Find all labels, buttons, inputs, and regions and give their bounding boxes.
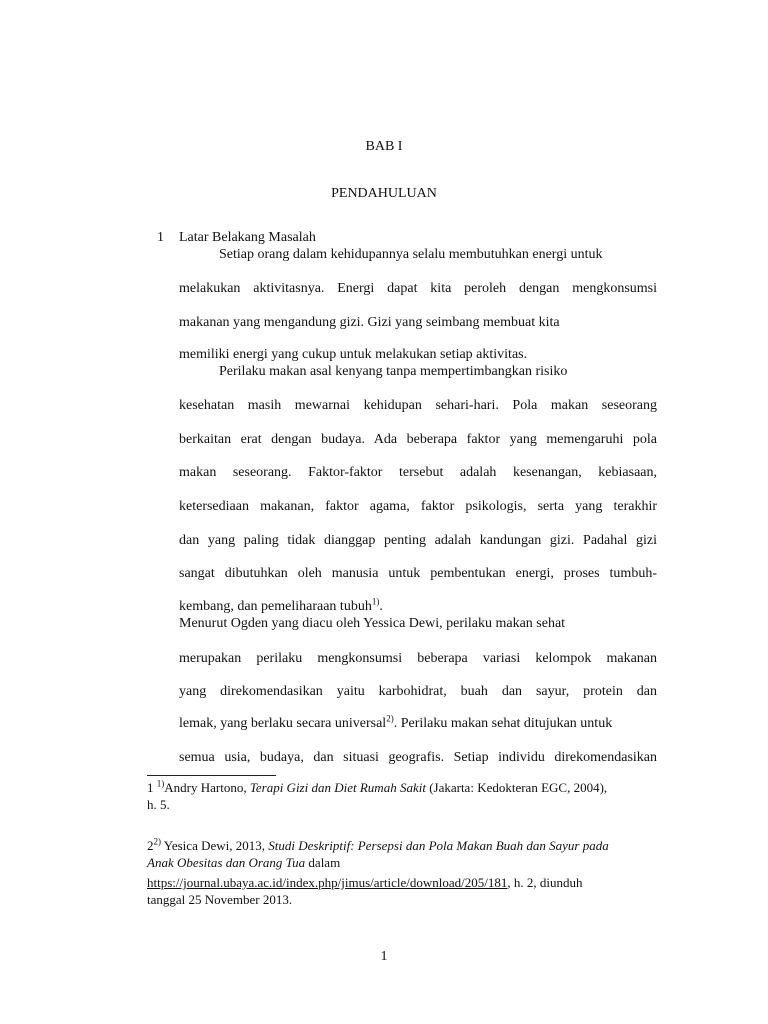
footnote-2-dalam: dalam <box>305 855 341 870</box>
footnote-ref-2[interactable]: 2) <box>386 713 394 724</box>
footnote-1-author: Andry Hartono, <box>164 780 250 795</box>
paragraph-2-line-2: kesehatan masih mewarnai kehidupan sehari-hari. Pola makan seseorang <box>179 398 657 413</box>
footnote-1 <box>147 780 607 796</box>
footnote-2-line-4: tanggal 25 November 2013. <box>147 892 293 907</box>
footnote-2-line-2 <box>147 855 340 871</box>
paragraph-3-line-4 <box>179 713 613 732</box>
paragraph-3-line-2: merupakan perilaku mengkonsumsi beberapa variasi kelompok makanan <box>179 651 657 666</box>
footnote-2-title-1: Studi Deskriptif: Persepsi dan Pola Makan Buah dan Sayur pada <box>268 838 609 853</box>
paragraph-2-line-8-text: kembang, dan pemeliharaan tubuh <box>179 599 372 614</box>
paragraph-2-line-1: Perilaku makan asal kenyang tanpa mempertimbangkan risiko <box>219 364 568 379</box>
footnote-2-url-link[interactable]: https://journal.ubaya.ac.id/index.php/jimus/article/download/205/181 <box>147 875 508 890</box>
paragraph-2-line-7: sangat dibutuhkan oleh manusia untuk pembentukan energi, proses tumbuh- <box>179 566 657 581</box>
chapter-label: BAB I <box>365 139 403 154</box>
paragraph-3-line-4-before: lemak, yang berlaku secara universal <box>179 716 387 731</box>
footnote-separator <box>147 775 276 776</box>
paragraph-3-line-1: Menurut Ogden yang diacu oleh Yessica Dewi, perilaku makan sehat <box>179 616 566 631</box>
paragraph-1-line-1: Setiap orang dalam kehidupannya selalu membutuhkan energi untuk <box>219 247 603 262</box>
footnote-1-line-2: h. 5. <box>147 797 170 812</box>
paragraph-1-line-3: makanan yang mengandung gizi. Gizi yang seimbang membuat kita <box>179 315 560 330</box>
paragraph-2-line-4: makan seseorang. Faktor-faktor tersebut adalah kesenangan, kebiasaan, <box>179 465 657 480</box>
paragraph-3-line-4-after: . Perilaku makan sehat ditujukan untuk <box>393 716 613 731</box>
footnote-ref-1[interactable]: 1) <box>371 596 380 607</box>
paragraph-1-line-2: melakukan aktivitasnya. Energi dapat kita peroleh dengan mengkonsumsi <box>179 281 657 296</box>
footnote-2-number: 2 <box>147 838 154 853</box>
chapter-title: PENDAHULUAN <box>331 186 437 201</box>
footnote-2-title-2: Anak Obesitas dan Orang Tua <box>147 855 306 870</box>
footnote-2-mark: 2) <box>153 836 161 847</box>
footnote-2-line-3 <box>147 875 582 891</box>
footnote-2-author: Yesica Dewi, 2013, <box>161 838 269 853</box>
paragraph-2-line-5: ketersediaan makanan, faktor agama, faktor psikologis, serta yang terakhir <box>179 499 657 514</box>
paragraph-3-line-5: semua usia, budaya, dan situasi geografis. Setiap individu direkomendasikan <box>179 750 657 765</box>
paragraph-2-line-8 <box>179 596 383 615</box>
page-number: 1 <box>380 949 388 964</box>
paragraph-2-line-6: dan yang paling tidak dianggap penting adalah kandungan gizi. Padahal gizi <box>179 533 657 548</box>
footnote-1-number: 1 <box>147 780 154 795</box>
paragraph-3-line-3: yang direkomendasikan yaitu karbohidrat, buah dan sayur, protein dan <box>179 684 657 699</box>
paragraph-2-line-8-end: . <box>379 599 383 614</box>
footnote-1-title: Terapi Gizi dan Diet Rumah Sakit <box>249 780 426 795</box>
footnote-1-publisher: (Jakarta: Kedokteran EGC, 2004), <box>425 780 608 795</box>
footnote-2-page: , h. 2, diunduh <box>507 875 583 890</box>
section-number: 1 <box>157 230 164 245</box>
footnote-2 <box>147 838 609 854</box>
paragraph-1-line-4: memiliki energi yang cukup untuk melakukan setiap aktivitas. <box>179 347 528 362</box>
footnote-1-mark: 1) <box>156 778 165 789</box>
section-title: Latar Belakang Masalah <box>179 230 316 245</box>
paragraph-2-line-3: berkaitan erat dengan budaya. Ada beberapa faktor yang memengaruhi pola <box>179 432 657 447</box>
